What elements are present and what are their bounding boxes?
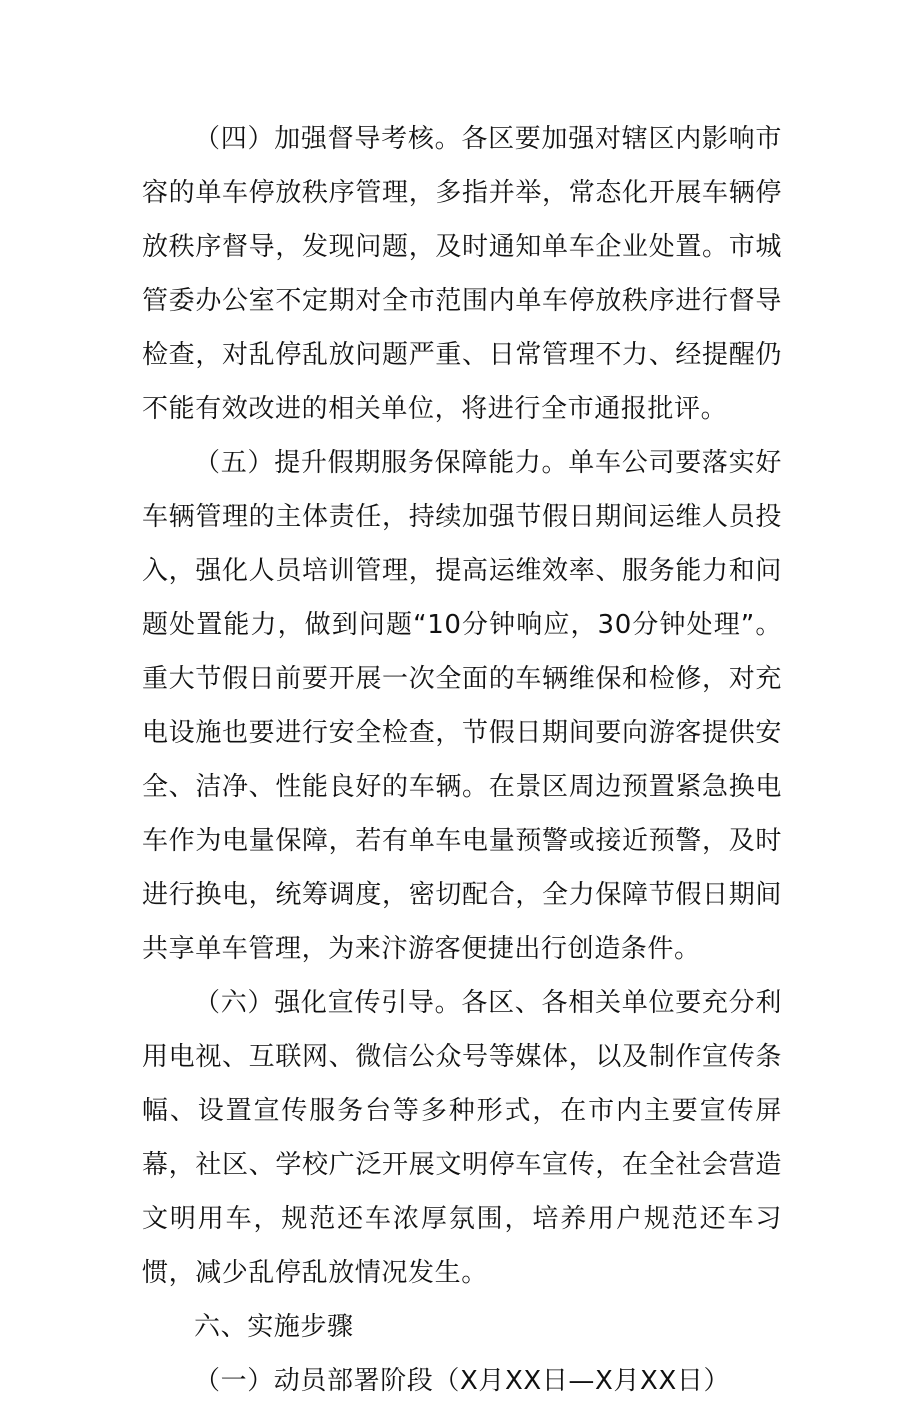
paragraph-publicity: （六）强化宣传引导。各区、各相关单位要充分利用电视、互联网、微信公众号等媒体，以及制作宣传条幅、设置宣传服务台等多种形式，在市内主要宣传屏幕，社区、学校广泛开展文明停车宣传，在全社会营造文明用车，规范还车浓厚氛围，培养用户规范还车习惯，减少乱停乱放情况发生。 [142,988,782,1288]
section-heading: 六、实施步骤 [194,1312,354,1342]
sub-heading: （一）动员部署阶段（X月XX日—X月XX日） [194,1366,731,1396]
paragraph-holiday-service: （五）提升假期服务保障能力。单车公司要落实好车辆管理的主体责任，持续加强节假日期间运维人员投入，强化人员培训管理，提高运维效率、服务能力和问题处置能力，做到问题“10分钟响应，30分钟处理”。重大节假日前要开展一次全面的车辆维保和检修，对充电设施也要进行安全检查，节假日期间要向游客提供安全、洁净、性能良好的车辆。在景区周边预置紧急换电车作为电量保障，若有单车电量预警或接近预警，及时进行换电，统筹调度，密切配合，全力保障节假日期间共享单车管理，为来汴游客便捷出行创造条件。 [142,448,782,964]
paragraph-supervision: （四）加强督导考核。各区要加强对辖区内影响市容的单车停放秩序管理，多指并举，常态化开展车辆停放秩序督导，发现问题，及时通知单车企业处置。市城管委办公室不定期对全市范围内单车停放秩序进行督导检查，对乱停乱放问题严重、日常管理不力、经提醒仍不能有效改进的相关单位，将进行全市通报批评。 [142,124,782,424]
document-body [142,112,782,1408]
